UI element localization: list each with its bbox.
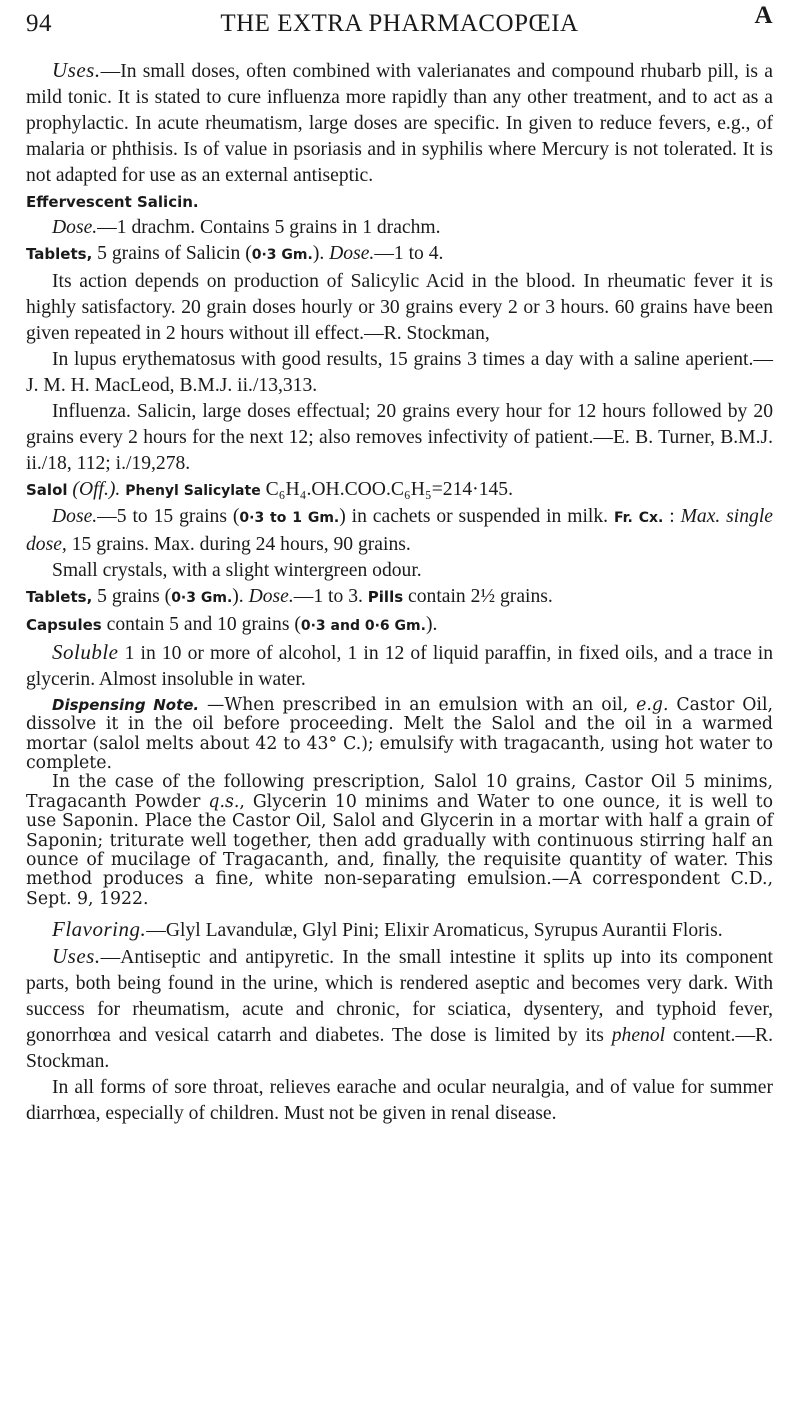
section-letter: A: [754, 2, 773, 29]
running-header: [26, 0, 773, 58]
capsules: Capsules contain 5 and 10 grains (0·3 and 0·6 Gm.).: [26, 614, 438, 636]
tablets-salol: Tablets, 5 grains (0·3 Gm.). Dose.—1 to 3. Pills contain 2½ grains.: [26, 586, 553, 608]
main-text: [26, 58, 773, 693]
flavoring-paragraph: Flavoring.—Glyl Lavandulæ, Glyl Pini; Elixir Aromaticus, Syrupus Aurantii Floris.: [52, 917, 723, 942]
effervescent-title: Effervescent Salicin.: [26, 192, 199, 211]
running-title: THE EXTRA PHARMACOPŒIA: [220, 10, 579, 37]
salol-dose: Dose.—5 to 15 grains (0·3 to 1 Gm.) in cachets or suspended in milk. Fr. Cx. : Max. single dose, 15 grains. Max. during 24 hours, 90 grains.: [26, 506, 773, 556]
effervescent-dose: Dose.—1 drachm. Contains 5 grains in 1 drachm.: [52, 217, 441, 239]
lupus-paragraph: In lupus erythematosus with good results, 15 grains 3 times a day with a saline aperient.—J. M. H. MacLeod, B.M.J. ii./13,313.: [26, 348, 773, 396]
tablets-salicin: Tablets, 5 grains of Salicin (0·3 Gm.). Dose.—1 to 4.: [26, 243, 444, 265]
page-number: 94: [26, 10, 52, 37]
sore-throat-paragraph: In all forms of sore throat, relieves earache and ocular neuralgia, and of value for summer diarrhœa, especially of children. Must not be given in renal disease.: [26, 1076, 773, 1124]
uses-heading: Uses.: [52, 58, 101, 82]
uses-text: —In small doses, often combined with valerianates and compound rhubarb pill, is a mild tonic. It is stated to cure influenza more rapidly than any other treatment, and to act as a prophylactic. In acute rheumatism, large doses are specific. In given to reduce fevers, e.g., of malaria or phthisis. Is of value in psoriasis and in syphilis where Mercury is not tolerated. It is not adapted for use as an external antiseptic.: [26, 61, 773, 186]
salol-title: Salol (Off.). Phenyl Salicylate C₆H₄.OH.COO.C₆H₅=214·145.: [26, 478, 513, 500]
uses-salol-paragraph: Uses.—Antiseptic and antipyretic. In the small intestine it splits up into its component parts, both being found in the urine, which is rendered aseptic and becomes very dark. With success for rheumatism, acute and chronic, for sciatica, dysentery, and typhoid fever, gonorrhœa and vesical catarrh and diabetes. The dose is limited by its phenol content.—R. Stockman.: [26, 944, 774, 1072]
action-paragraph: Its action depends on production of Salicylic Acid in the blood. In rheumatic fever it is highly satisfactory. 20 grain doses hourly or 30 grains every 2 or 3 hours. 60 grains have been given repeated in 2 hours without ill effect.—R. Stockman,: [26, 271, 773, 345]
salol-description: Small crystals, with a slight wintergreen odour.: [52, 560, 422, 582]
dispensing-heading: Dispensing Note.: [52, 695, 200, 714]
influenza-paragraph: Influenza. Salicin, large doses effectual; 20 grains every hour for 12 hours followed by 20 grains every 2 hours for the next 12; also removes infectivity of patient.—E. B. Turner, B.M.J. ii./18, 112; i./19,278.: [26, 400, 773, 474]
dispensing-note: Dispensing Note. —When prescribed in an emulsion with an oil, e.g. Castor Oil, dissolve it in the oil before proceeding. Melt the Salol and the oil in a warmed mortar (salol melts about 42 to 43° C.); emulsify with tragacanth, using hot water to complete. In the case of the following prescription, Salol 10 grains, Castor Oil 5 minims, Tragacanth Powder q.s., Glycerin 10 minims and Water to one ounce, it is well to use Saponin. Place the Castor Oil, Salol and Glycerin in a mortar with half a grain of Saponin; triturate well together, then add gradually with continuous stirring half an ounce of mucilage of Tragacanth, and, finally, the requisite quantity of water. This method produces a fine, white non-separating emulsion.—A correspondent C.D., Sept. 9, 1922.: [26, 694, 773, 909]
uses-salicin-paragraph: [26, 58, 773, 189]
soluble-paragraph: Soluble 1 in 10 or more of alcohol, 1 in 12 of liquid paraffin, in fixed oils, and a trace in glycerin. Almost insoluble in water.: [26, 639, 773, 690]
flavoring-uses: [26, 917, 773, 1126]
